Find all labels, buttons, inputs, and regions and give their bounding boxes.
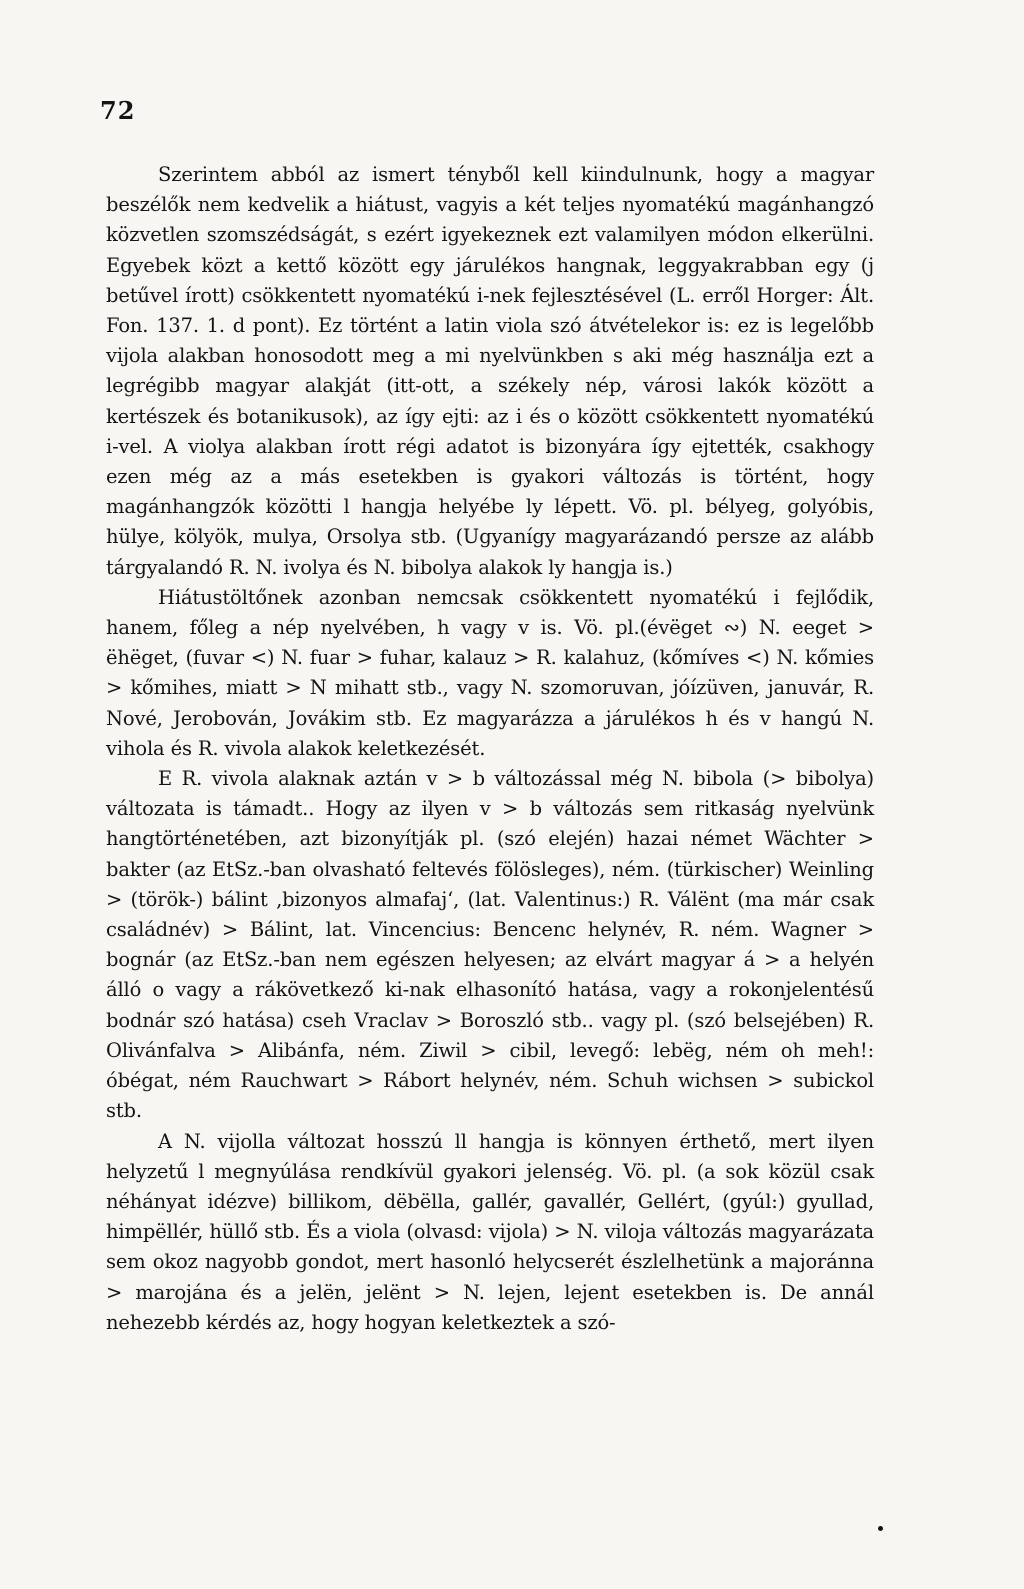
paragraph-4: A N. vijolla változat hosszú ll hangja is könnyen érthető, mert ilyen helyzetű l megnyúlása rendkívül gyakori jelenség. Vö. pl. (a sok közül csak néhányat idézve) billikom, dëbëlla, gallér, gavallér, Gellért, (gyúl:) gyullad, himpëllér, hüllő stb. És a viola (olvasd: vijola) > N. viloja változás magyarázata sem okoz nagyobb gondot, mert hasonló helycserét észlelhetünk a majoránna > marojána és a jelën, jelënt > N. lejen, lejent esetekben is. De annál nehezebb kérdés az, hogy hogyan keletkeztek a szó- (106, 1129, 874, 1334)
paragraph-2: Hiátustöltőnek azonban nemcsak csökkentett nyomatékú i fejlődik, hanem, főleg a nép nyelvében, h vagy v is. Vö. pl.(évëget ∾) N. eeget > ëhëget, (fuvar <) N. fuar > fuhar, kalauz > R. kalahuz, (kőmíves <) N. kőmies > kőmihes, miatt > N mihatt stb., vagy N. szomoruvan, jóízüven, januvár, R. Nové, Jerobován, Jovákim stb. Ez magyarázza a járulékos h és v hangú N. vihola és R. vivola alakok keletkezését. (106, 585, 874, 760)
paragraph-1: Szerintem abból az ismert tényből kell kiindulnunk, hogy a magyar beszélők nem kedvelik a hiátust, vagyis a két teljes nyomatékú magánhangzó közvetlen szomszédságát, s ezért igyekeznek ezt valamilyen módon elkerülni. Egyebek közt a kettő között egy járulékos hangnak, leggyakrabban egy (j betűvel írott) csökkentett nyomatékú i-nek fejlesztésével (L. erről Horger: Ált. Fon. 137. 1. d pont). Ez történt a latin viola szó átvételekor is: ez is legelőbb vijola alakban honosodott meg a mi nyelvünkben s aki még használja ezt a legrégibb magyar alakját (itt-ott, a székely nép, városi lakók között a kertészek és botanikusok), az így ejti: az i és o között csökkentett nyomatékú i-vel. A violya alakban írott régi adatot is bizonyára így ejtették, csakhogy ezen még az a más esetekben is gyakori változás is történt, hogy magánhangzók közötti l hangja helyébe ly lépett. Vö. pl. bélyeg, golyóbis, hülye, kölyök, mulya, Orsolya stb. (Ugyanígy magyarázandó persze az alább tárgyalandó R. N. ivolya és N. bibolya alakok ly hangja is.) (106, 163, 874, 579)
page-number: 72 (100, 96, 136, 125)
stray-dot-mark (878, 1526, 883, 1531)
paragraph-3: E R. vivola alaknak aztán v > b változással még N. bibola (> bibolya) változata is támadt.. Hogy az ilyen v > b változás sem ritkaság nyelvünk hangtörténetében, azt bizonyítják pl. (szó elején) hazai német Wächter > bakter (az EtSz.-ban olvasható feltevés fölösleges), ném. (türkischer) Weinling > (török-) bálint ‚bizonyos almafaj‘, (lat. Valentinus:) R. Válënt (ma már csak családnév) > Bálint, lat. Vincencius: Bencenc helynév, R. ném. Wagner > bognár (az EtSz.-ban nem egészen helyesen; az elvárt magyar á > a helyén álló o vagy a rákövetkező ki-nak elhasonító hatása, vagy a rokonjelentésű bodnár szó hatása) cseh Vraclav > Boroszló stb.. vagy pl. (szó belsejében) R. Olivánfalva > Alibánfa, ném. Ziwil > cibil, levegő: lebëg, ném oh meh!: óbégat, ném Rauchwart > Rábort helynév, ném. Schuh wichsen > subickol stb. (106, 767, 874, 1123)
body-text (106, 160, 874, 1338)
